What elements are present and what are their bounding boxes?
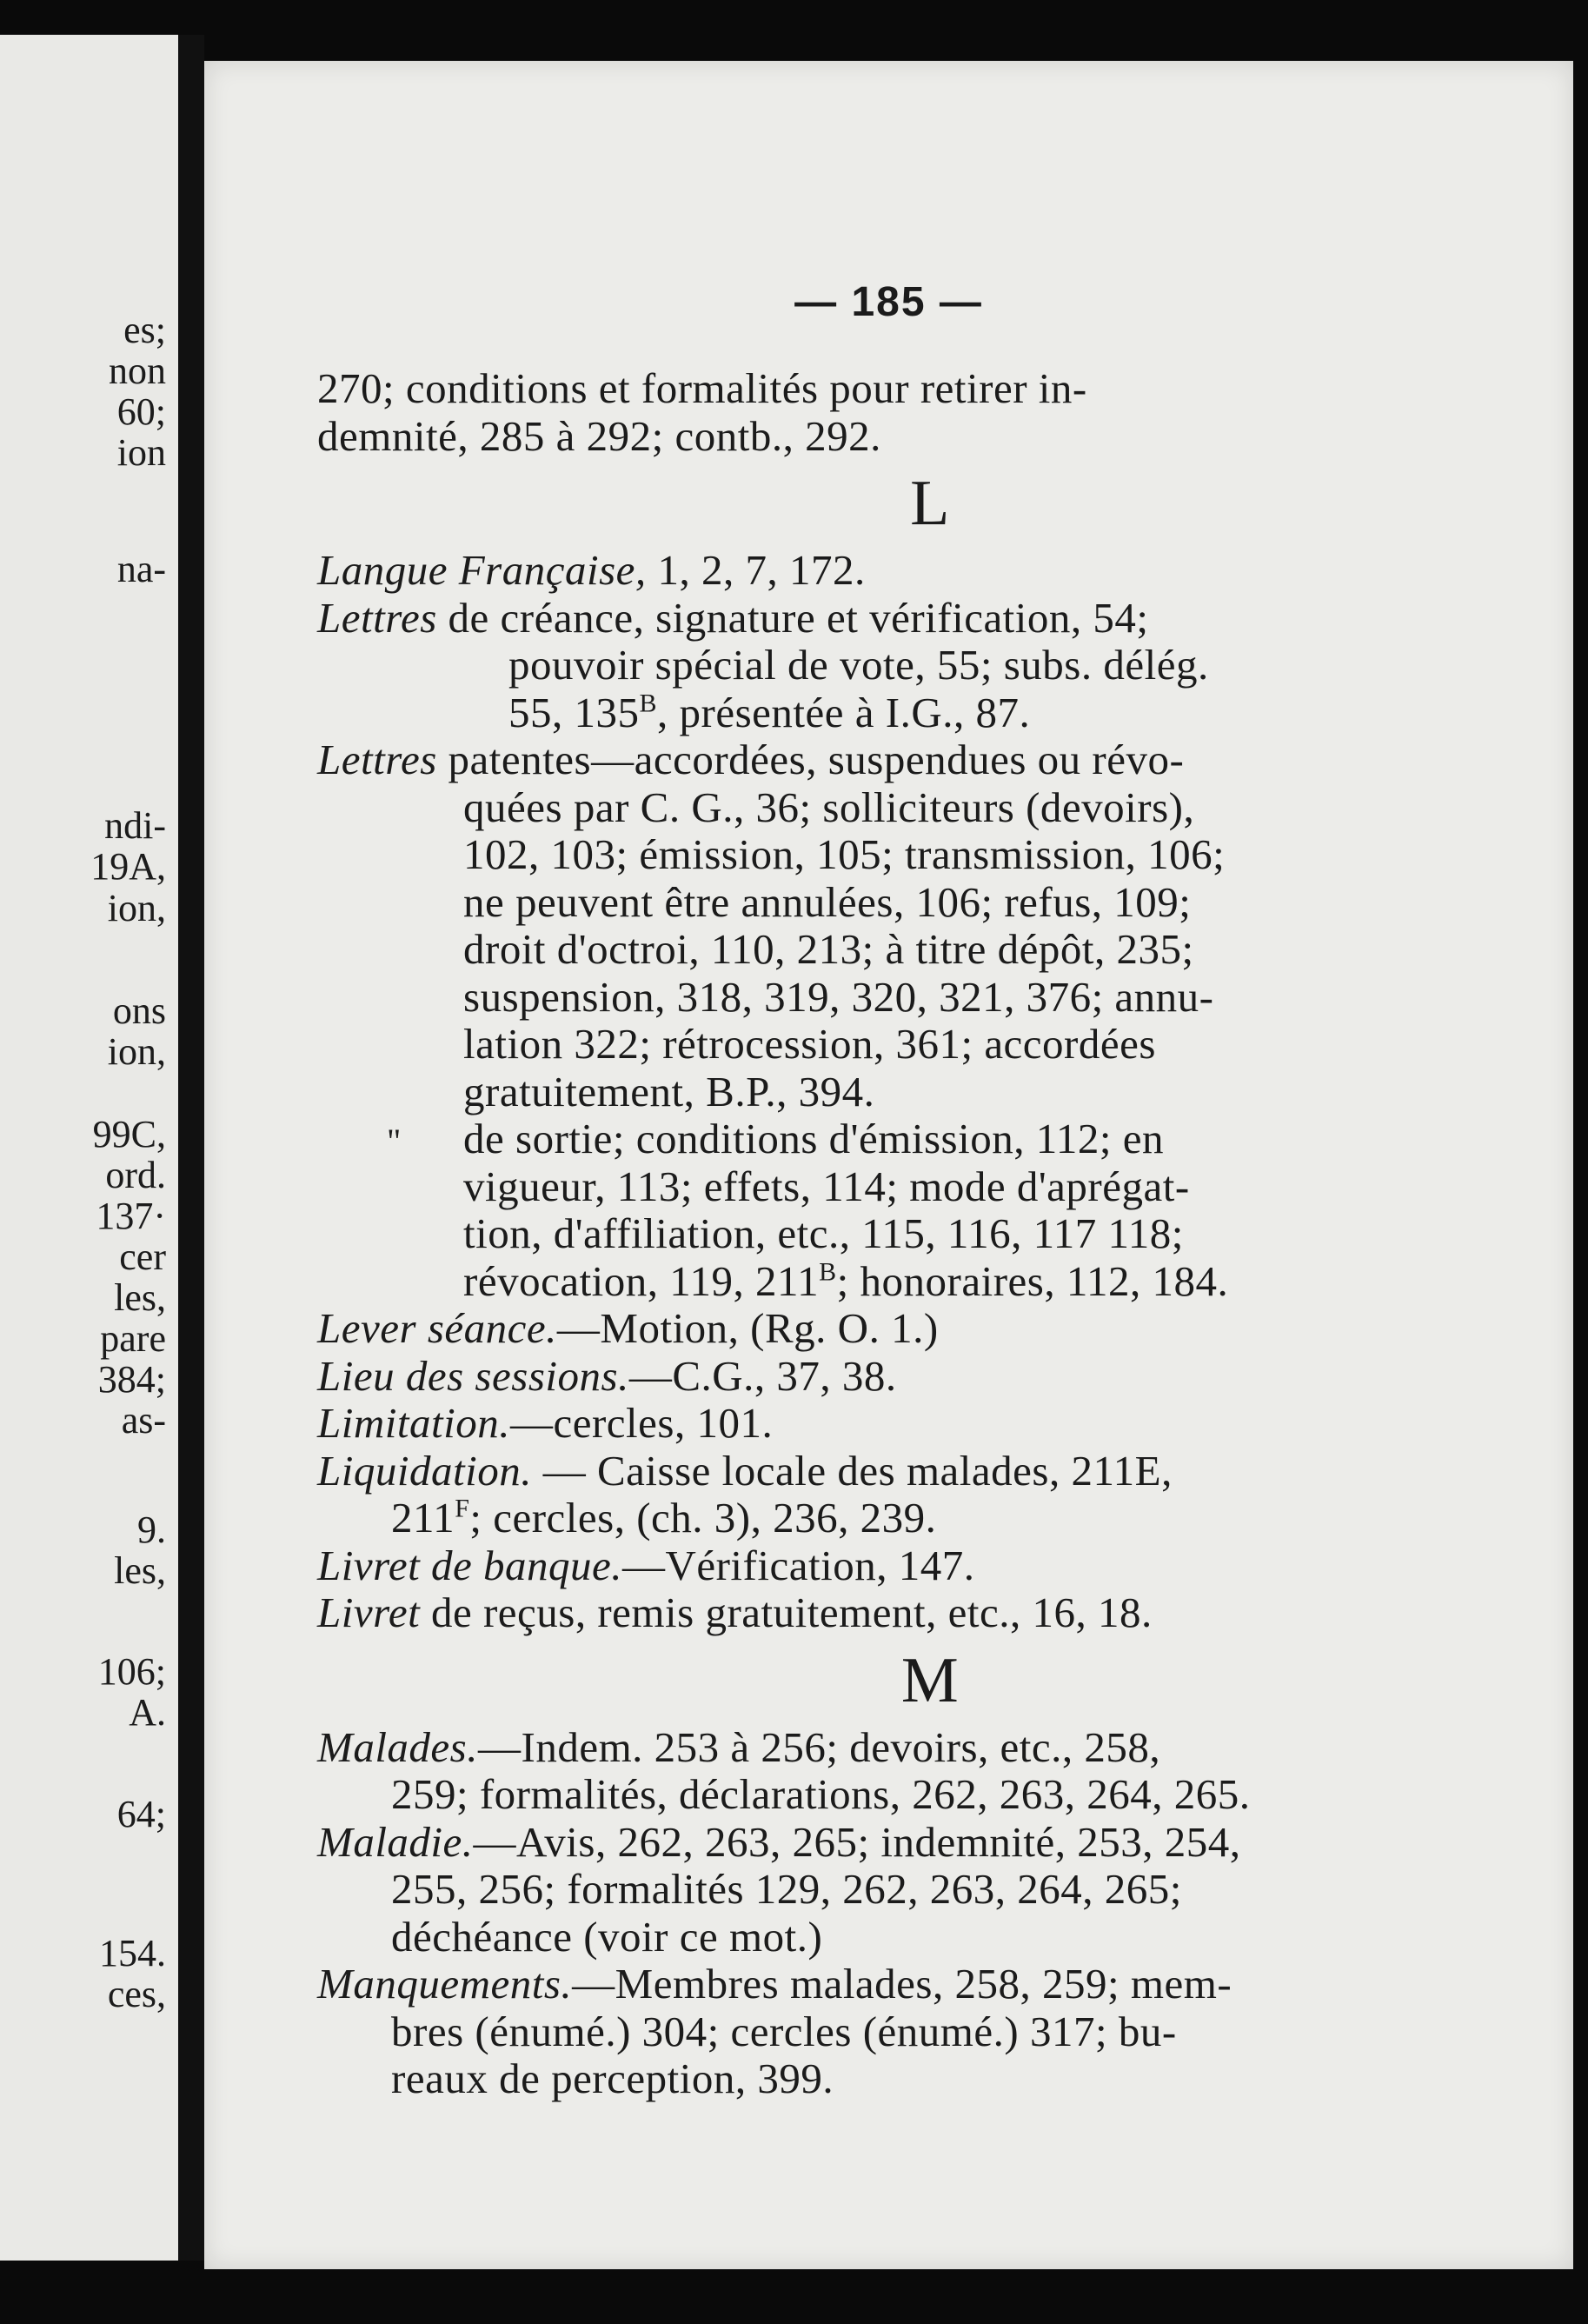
index-entry	[317, 1819, 1439, 1867]
entry-text: —C.G., 37, 38.	[628, 1351, 897, 1400]
entry-continuation: reaux de perception, 399.	[391, 2054, 834, 2102]
facing-page-text-fragment: ces,	[107, 1973, 166, 2015]
entry-heading: Livret	[317, 1588, 421, 1636]
facing-page-text-fragment: ons	[112, 989, 166, 1032]
facing-page-text-fragment: ord.	[105, 1154, 166, 1196]
page-number: — 185 —	[794, 279, 983, 325]
entry-text: 1, 2, 7, 172.	[646, 546, 866, 594]
entry-heading: Lieu des sessions.	[317, 1351, 629, 1400]
entry-heading: Maladie.	[317, 1817, 474, 1866]
facing-page-text-fragment: 19A,	[90, 845, 166, 888]
entry-text: —Indem. 253 à 256; devoirs, etc., 258,	[478, 1722, 1161, 1771]
facing-page-text-fragment: 99C,	[92, 1113, 166, 1155]
entry-text: patentes—accordées, suspendues ou révo-	[436, 736, 1185, 783]
entry-heading: Limitation.	[317, 1399, 510, 1447]
facing-page-text-fragment: es;	[123, 309, 166, 351]
continuation-line: demnité, 285 à 292; contb., 292.	[317, 411, 881, 460]
entry-text: ; cercles, (ch. 3), 236, 239.	[469, 1494, 937, 1542]
index-entries	[317, 365, 1439, 2103]
entry-continuation: quées par C. G., 36; solliciteurs (devoirs),	[463, 782, 1195, 831]
section-letter-m: M	[900, 1644, 960, 1716]
entry-continuation: pouvoir spécial de vote, 55; subs. délég.	[508, 641, 1209, 689]
entry-heading: Lettres	[317, 736, 437, 783]
entry-text: révocation, 119, 211	[463, 1256, 820, 1305]
superscript: B	[819, 1257, 837, 1287]
entry-text: — Caisse locale des malades, 211E,	[531, 1446, 1173, 1495]
entry-text: —Motion, (Rg. O. 1.)	[556, 1304, 939, 1352]
entry-text: de sortie; conditions d'émission, 112; en	[463, 1115, 1164, 1162]
entry-text: 211	[391, 1494, 455, 1542]
facing-page-text-fragment: ion,	[107, 887, 166, 929]
superscript: B	[639, 689, 658, 718]
facing-page-text-fragment: non	[109, 350, 166, 392]
section-letter-l: L	[910, 468, 950, 539]
entry-continuation: suspension, 318, 319, 320, 321, 376; annu-	[463, 972, 1214, 1021]
facing-page-text-fragment: 106;	[97, 1650, 166, 1693]
index-page	[204, 61, 1573, 2269]
entry-continuation: droit d'octroi, 110, 213; à titre dépôt, 235;	[463, 925, 1194, 973]
entry-continuation: déchéance (voir ce mot.)	[391, 1912, 823, 1961]
entry-continuation: gratuitement, B.P., 394.	[463, 1067, 875, 1115]
index-entry	[317, 1400, 1439, 1448]
entry-text: 55, 135	[508, 688, 640, 736]
index-entry	[317, 547, 1439, 595]
entry-continuation: 259; formalités, déclarations, 262, 263, 264, 265.	[391, 1770, 1251, 1818]
entry-text: —cercles, 101.	[509, 1399, 774, 1447]
facing-page-text-fragment: ion,	[107, 1030, 166, 1073]
entry-heading: Liquidation.	[317, 1446, 532, 1495]
entry-text: , présentée à I.G., 87.	[657, 688, 1031, 736]
index-entry	[317, 595, 1439, 643]
index-entry	[317, 1448, 1439, 1495]
facing-page-text-fragment: ndi-	[104, 804, 166, 847]
entry-continuation	[317, 689, 1439, 737]
superscript: F	[455, 1494, 470, 1523]
entry-text: —Avis, 262, 263, 265; indemnité, 253, 254,	[473, 1817, 1241, 1866]
entry-text: —Vérification, 147.	[621, 1541, 975, 1589]
page-binding	[178, 35, 204, 2261]
facing-page-text-fragment: ion	[116, 431, 166, 474]
entry-continuation: lation 322; rétrocession, 361; accordées	[463, 1020, 1156, 1068]
entry-text: de reçus, remis gratuitement, etc., 16, 18.	[420, 1588, 1153, 1636]
index-entry	[317, 1724, 1439, 1772]
facing-page-text-fragment: cer	[119, 1235, 166, 1278]
facing-page-text-fragment: les,	[114, 1549, 166, 1592]
entry-text: ; honoraires, 112, 184.	[836, 1256, 1229, 1305]
index-entry	[317, 1961, 1439, 2008]
entry-continuation: 255, 256; formalités 129, 262, 263, 264, 265;	[391, 1865, 1182, 1913]
entry-text: —Membres malades, 258, 259; mem-	[572, 1960, 1233, 2008]
entry-continuation	[317, 1258, 1439, 1306]
entry-heading: Lettres	[317, 593, 437, 642]
index-entry	[317, 1542, 1439, 1590]
entry-heading: Malades.	[317, 1722, 478, 1771]
index-entry	[317, 736, 1439, 784]
entry-heading: Langue Française,	[317, 546, 647, 594]
index-entry	[317, 1353, 1439, 1401]
facing-page-text-fragment: A.	[129, 1691, 166, 1734]
entry-continuation: 102, 103; émission, 105; transmission, 106;	[463, 830, 1226, 878]
index-entry	[317, 1589, 1439, 1637]
previous-page-fragment	[0, 35, 178, 2261]
entry-continuation	[317, 1495, 1439, 1542]
ditto-mark: "	[387, 1122, 402, 1161]
facing-page-text-fragment: 137·	[96, 1195, 166, 1237]
index-entry	[317, 1305, 1439, 1353]
entry-continuation: vigueur, 113; effets, 114; mode d'aprégat-	[463, 1162, 1190, 1210]
index-entry	[317, 1115, 1439, 1163]
entry-text: de créance, signature et vérification, 54;	[436, 593, 1149, 642]
entry-heading: Livret de banque.	[317, 1541, 622, 1589]
facing-page-text-fragment: les,	[114, 1276, 166, 1319]
facing-page-text-fragment: 154.	[99, 1932, 166, 1974]
entry-continuation: bres (énumé.) 304; cercles (énumé.) 317; bu-	[391, 2007, 1177, 2055]
entry-heading: Lever séance.	[317, 1304, 557, 1352]
facing-page-text-fragment: 384;	[97, 1358, 166, 1401]
facing-page-text-fragment: 60;	[116, 390, 166, 433]
entry-continuation: ne peuvent être annulées, 106; refus, 109;	[463, 877, 1192, 926]
facing-page-text-fragment: as-	[121, 1399, 166, 1442]
continuation-line: 270; conditions et formalités pour retirer in-	[317, 364, 1087, 412]
facing-page-text-fragment: 9.	[137, 1508, 166, 1551]
facing-page-text-fragment: pare	[100, 1317, 166, 1360]
entry-heading: Manquements.	[317, 1960, 573, 2008]
facing-page-text-fragment: na-	[116, 548, 166, 590]
entry-continuation: tion, d'affiliation, etc., 115, 116, 117 118;	[463, 1209, 1184, 1257]
facing-page-text-fragment: 64;	[116, 1793, 166, 1835]
